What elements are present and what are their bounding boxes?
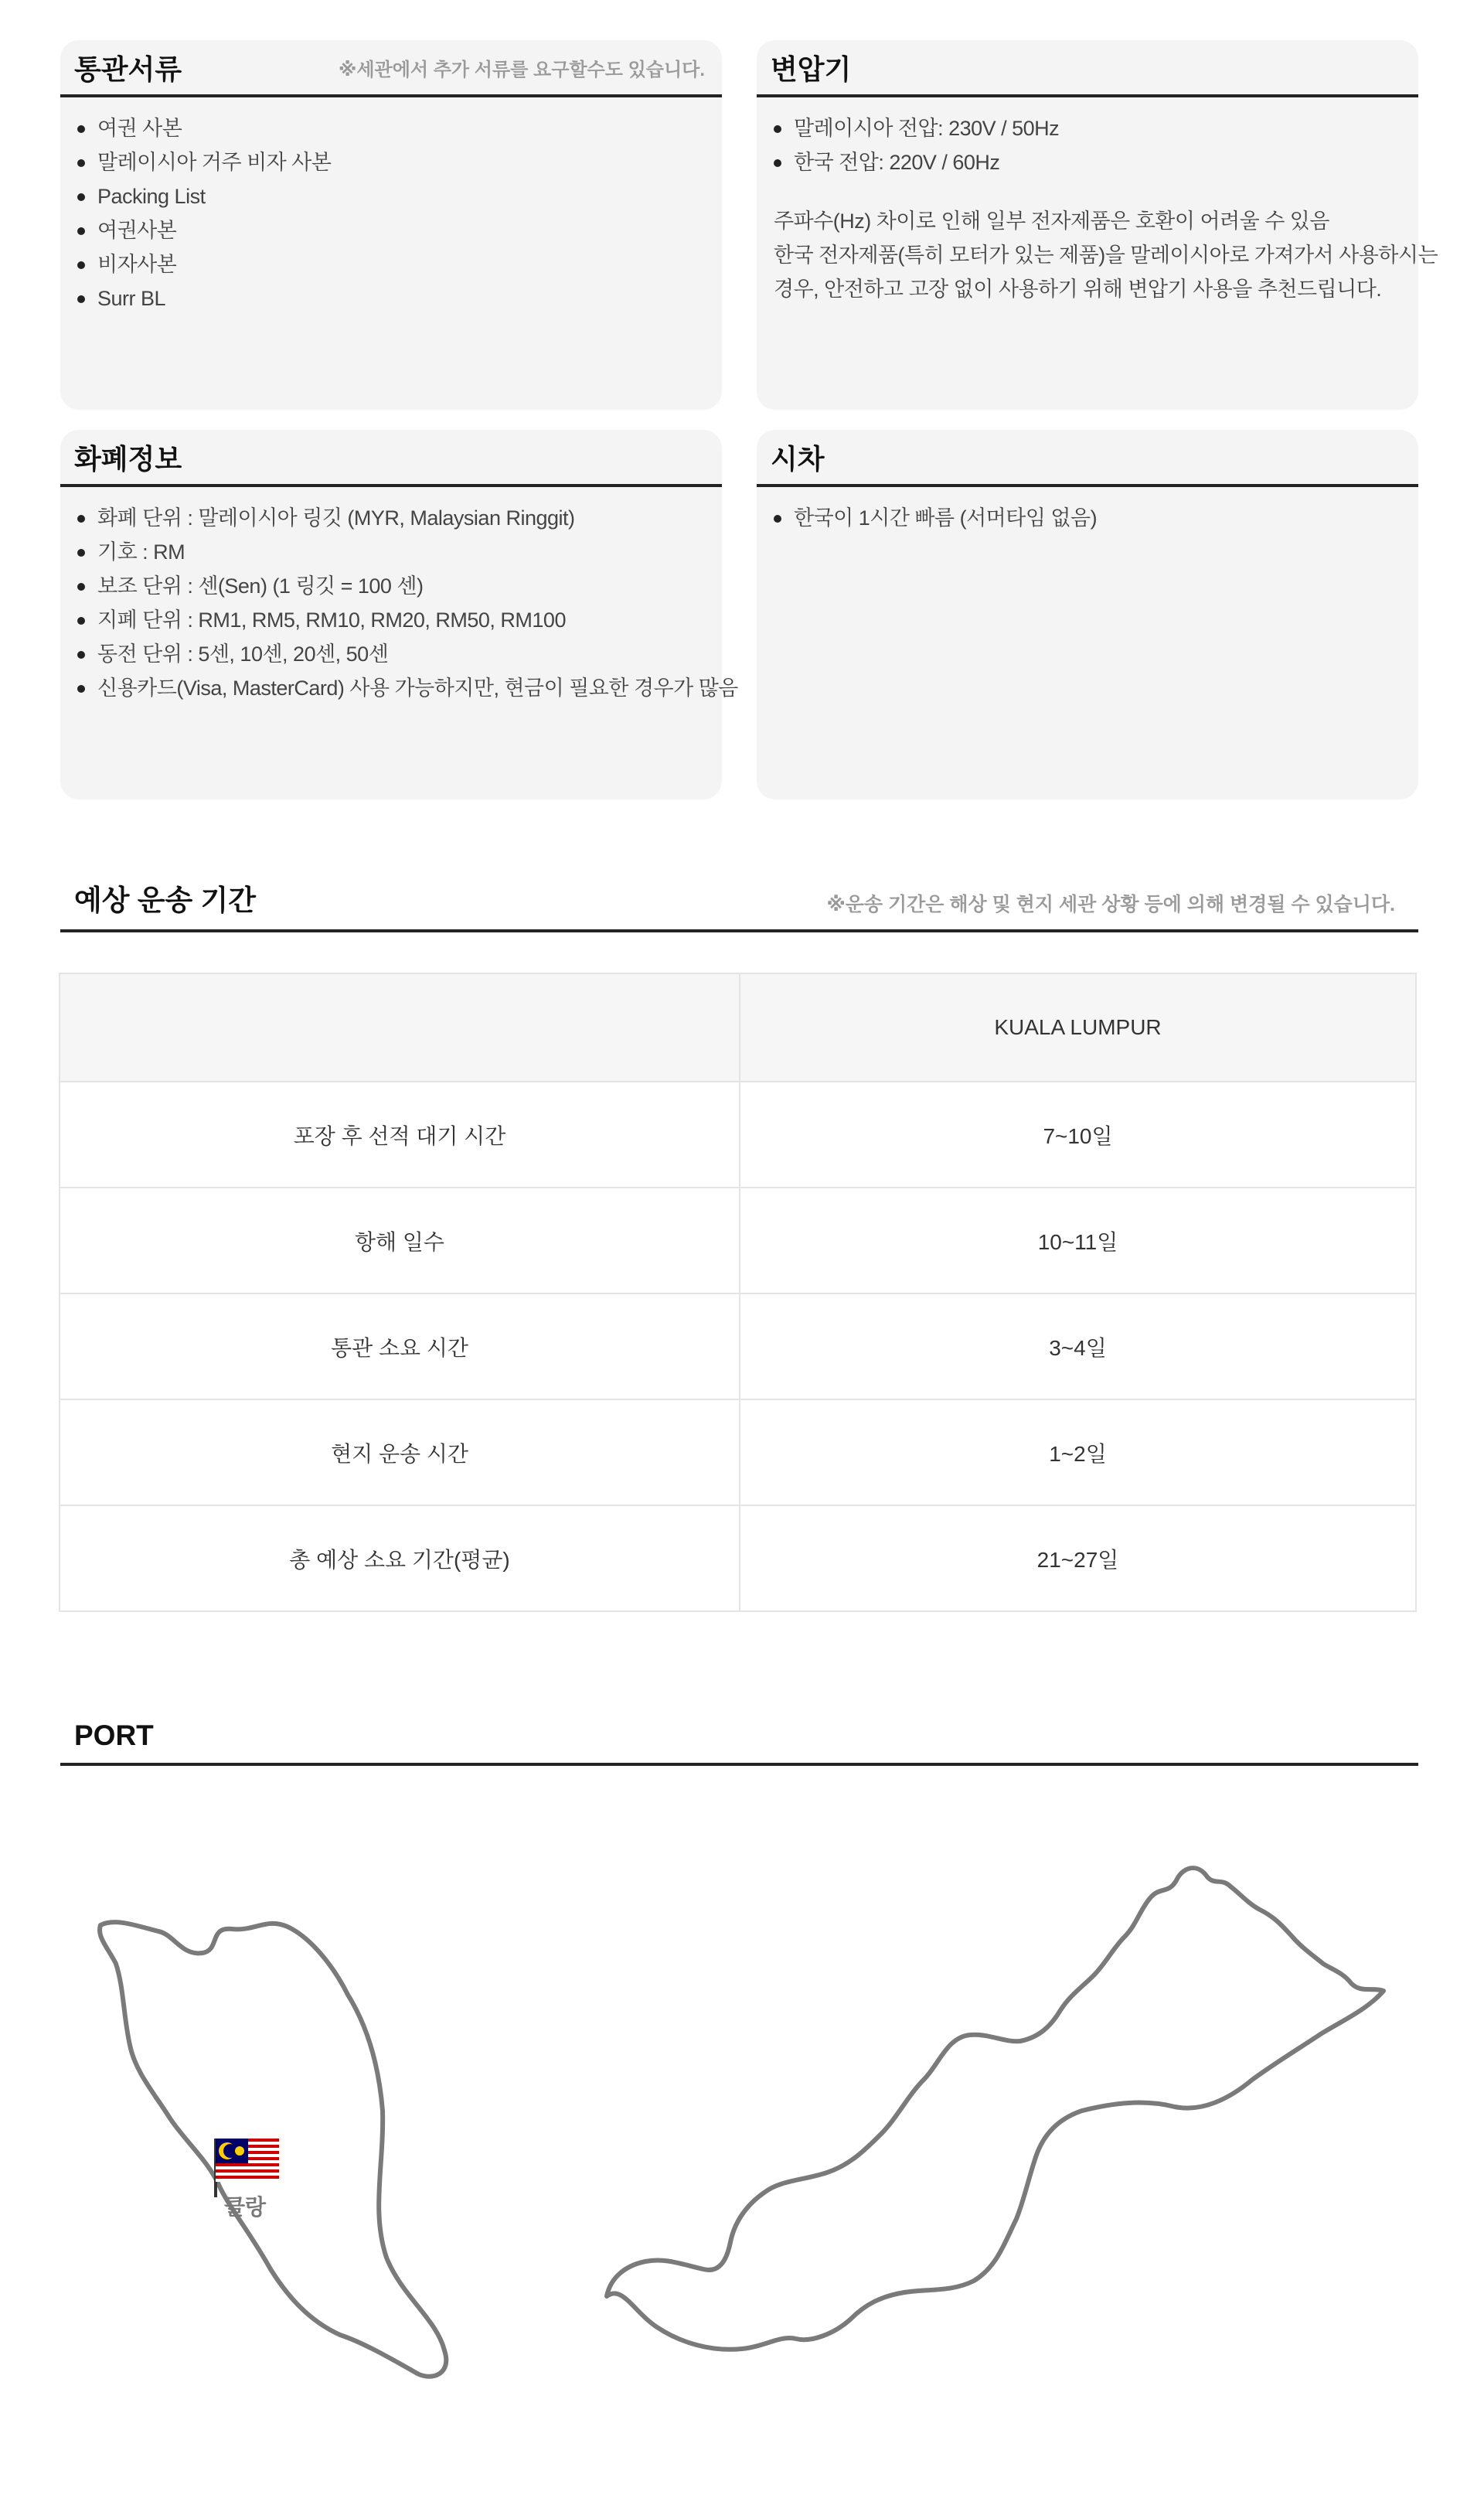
east-malaysia-outline <box>607 1868 1384 2350</box>
malaysia-flag-icon <box>216 2139 279 2182</box>
table-row <box>60 1188 1416 1293</box>
list-item: 말레이시아 전압: 230V / 50Hz <box>774 111 1394 145</box>
list-item: 기호 : RM <box>77 535 697 569</box>
row-value: 21~27일 <box>740 1505 1416 1611</box>
transit-table <box>59 973 1417 1612</box>
list-item: 화폐 단위 : 말레이시아 링깃 (MYR, Malaysian Ringgit) <box>77 501 697 535</box>
customs-title: 통관서류 <box>74 53 182 85</box>
malaysia-map-svg <box>0 1840 1484 2428</box>
transformer-card-header <box>757 40 1418 97</box>
table-header-cell: KUALA LUMPUR <box>740 973 1416 1082</box>
customs-note: ※세관에서 추가 서류를 요구할수도 있습니다. <box>339 59 705 80</box>
row-label: 포장 후 선적 대기 시간 <box>60 1082 740 1188</box>
list-item: 동전 단위 : 5센, 10센, 20센, 50센 <box>77 637 697 671</box>
transformer-list <box>774 111 1394 179</box>
transit-note: ※운송 기간은 해상 및 현지 세관 상황 등에 의해 변경될 수 있습니다. <box>826 894 1395 915</box>
table-row <box>60 1082 1416 1188</box>
port-title: PORT <box>74 1719 154 1751</box>
malaysia-map <box>0 1840 1484 2428</box>
row-label: 총 예상 소요 기간(평균) <box>60 1505 740 1611</box>
list-item: 한국이 1시간 빠름 (서머타임 없음) <box>774 501 1394 535</box>
transformer-paragraph <box>774 204 1438 306</box>
list-item: 말레이시아 거주 비자 사본 <box>77 145 697 179</box>
port-section-header <box>60 1709 1418 1766</box>
row-value: 7~10일 <box>740 1082 1416 1188</box>
list-item: 한국 전압: 220V / 60Hz <box>774 145 1394 179</box>
timediff-card-header <box>757 430 1418 487</box>
list-item: 여권 사본 <box>77 111 697 145</box>
list-item: Packing List <box>77 179 697 213</box>
customs-card-header <box>60 40 722 97</box>
transformer-card <box>757 40 1438 410</box>
table-header-row <box>60 973 1416 1082</box>
transit-title: 예상 운송 기간 <box>74 884 257 916</box>
list-item: 비자사본 <box>77 247 697 281</box>
currency-card <box>60 430 738 799</box>
table-row <box>60 1399 1416 1505</box>
timediff-title: 시차 <box>771 442 825 475</box>
currency-title: 화폐정보 <box>74 442 182 475</box>
transformer-title: 변압기 <box>771 53 852 85</box>
list-item: Surr BL <box>77 281 697 315</box>
paragraph-line: 한국 전자제품(특히 모터가 있는 제품)을 말레이시아로 가져가서 사용하시는 <box>774 244 1438 267</box>
row-value: 10~11일 <box>740 1188 1416 1293</box>
paragraph-line: 경우, 안전하고 고장 없이 사용하기 위해 변압기 사용을 추천드립니다. <box>774 278 1382 301</box>
row-label: 항해 일수 <box>60 1188 740 1293</box>
table-row <box>60 1505 1416 1611</box>
timediff-list <box>774 501 1394 535</box>
paragraph-line: 주파수(Hz) 차이로 인해 일부 전자제품은 호환이 어려울 수 있음 <box>774 210 1329 233</box>
timediff-card <box>757 430 1418 799</box>
list-item: 신용카드(Visa, MasterCard) 사용 가능하지만, 현금이 필요한 경우가 많음 <box>77 671 697 705</box>
currency-card-header <box>60 430 722 487</box>
row-label: 통관 소요 시간 <box>60 1293 740 1399</box>
table-row <box>60 1293 1416 1399</box>
currency-list <box>77 501 738 705</box>
customs-list <box>77 111 697 315</box>
row-value: 3~4일 <box>740 1293 1416 1399</box>
customs-card <box>60 40 722 410</box>
list-item: 지폐 단위 : RM1, RM5, RM10, RM20, RM50, RM100 <box>77 603 697 637</box>
transit-section-header <box>60 875 1418 932</box>
row-value: 1~2일 <box>740 1399 1416 1505</box>
list-item: 보조 단위 : 센(Sen) (1 링깃 = 100 센) <box>77 569 697 603</box>
port-marker-label: 클랑 <box>224 2195 267 2219</box>
list-item: 여권사본 <box>77 213 697 247</box>
row-label: 현지 운송 시간 <box>60 1399 740 1505</box>
table-header-cell <box>60 973 740 1082</box>
